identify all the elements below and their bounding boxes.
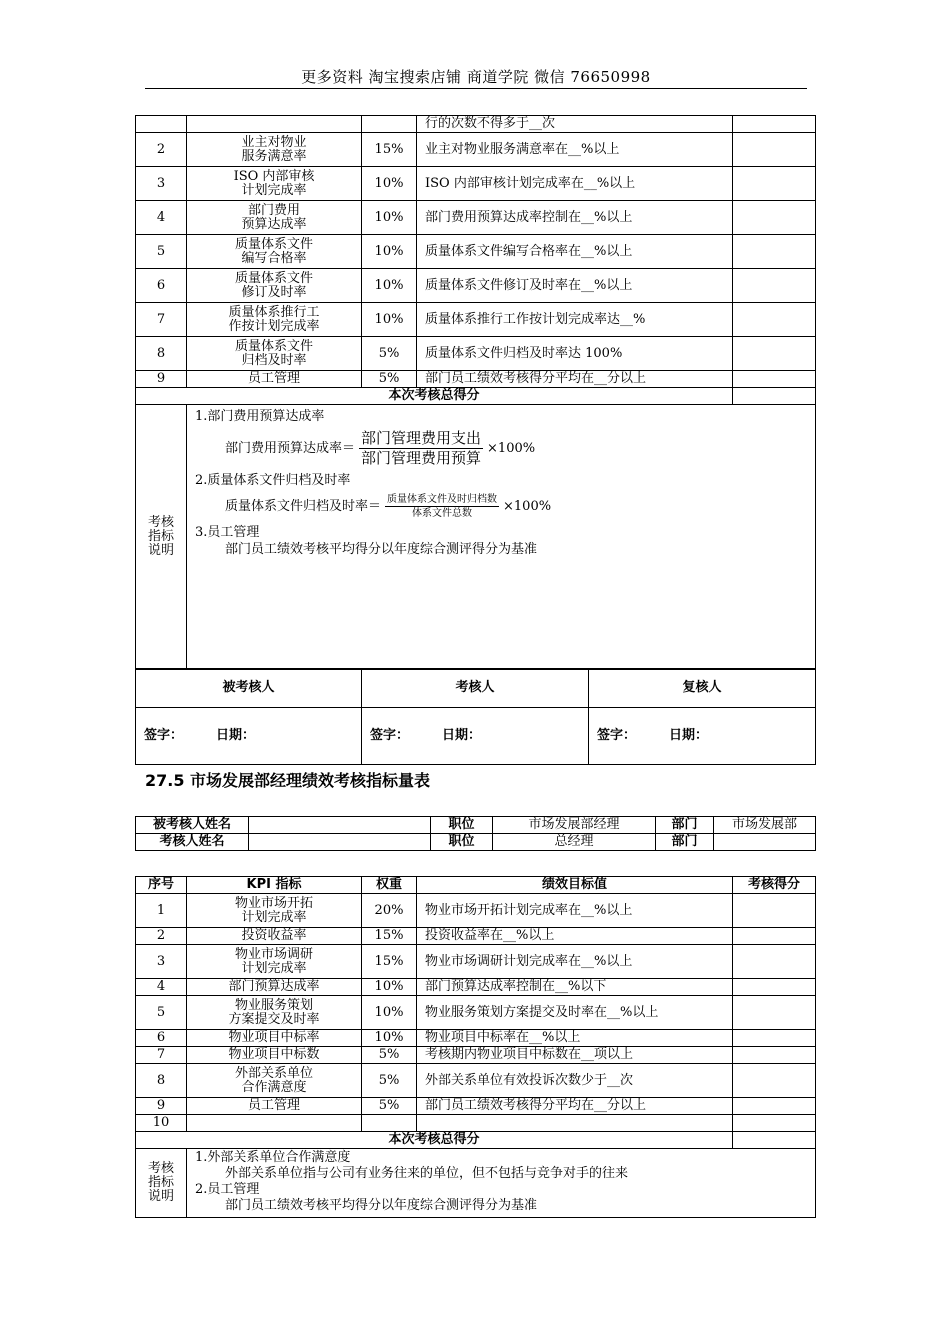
kpi-name: 部门预算达成率: [187, 979, 362, 996]
table-row: [136, 979, 816, 996]
total-score-label: 本次考核总得分: [136, 1132, 733, 1149]
date-label: 日期：: [669, 728, 709, 743]
kpi-name: 部门费用 预算达成率: [187, 201, 362, 235]
kpi-weight: 10%: [362, 996, 417, 1030]
kpi-target: 部门员工绩效考核得分平均在__分以上: [417, 1098, 733, 1115]
kpi-target: 质量体系文件归档及时率达 100%: [417, 337, 733, 371]
dept-label: 部门: [656, 834, 714, 851]
row-number: 5: [136, 235, 187, 269]
table-row: [136, 1115, 816, 1132]
sign-label: 签字：: [144, 728, 184, 743]
kpi-target: 投资收益率在__%以上: [417, 928, 733, 945]
table-row: [136, 303, 816, 337]
position-label: 职位: [431, 817, 493, 834]
kpi-weight: 5%: [362, 1064, 417, 1098]
table-row: [136, 996, 816, 1030]
sign-label: 签字：: [370, 728, 410, 743]
kpi-weight: 10%: [362, 167, 417, 201]
table-row: [136, 371, 816, 388]
formula2-fraction: [385, 493, 499, 520]
kpi-weight: 15%: [362, 945, 417, 979]
kpi-target: 部门预算达成率控制在__%以下: [417, 979, 733, 996]
description-label: 考核 指标 说明: [136, 405, 187, 670]
row-number: 8: [136, 337, 187, 371]
score-cell[interactable]: [733, 1115, 816, 1132]
table-row: [136, 235, 816, 269]
total-score-row: [136, 388, 816, 405]
header-score: 考核得分: [733, 877, 816, 894]
table-row: [136, 133, 816, 167]
desc-item1-title: 1.部门费用预算达成率: [195, 409, 325, 424]
info-table: [135, 816, 816, 851]
header-rule: [145, 88, 807, 89]
desc-item2-title: 2.质量体系文件归档及时率: [195, 473, 351, 488]
score-cell[interactable]: [733, 928, 816, 945]
kpi-target: 物业项目中标率在__%以上: [417, 1030, 733, 1047]
date-label: 日期：: [216, 728, 256, 743]
header-kpi: KPI 指标: [187, 877, 362, 894]
page-header: 更多资料 淘宝搜索店铺 商道学院 微信 76650998: [301, 68, 651, 86]
reviewer-signature-cell[interactable]: [589, 708, 816, 765]
score-cell[interactable]: [733, 371, 816, 388]
description-row: [136, 405, 816, 670]
total-score-cell[interactable]: [733, 1132, 816, 1149]
table-row: [136, 1030, 816, 1047]
score-cell[interactable]: [733, 1047, 816, 1064]
examiner-signature-cell[interactable]: [362, 708, 589, 765]
kpi-weight: [362, 1115, 417, 1132]
formula2-denominator: 体系文件总数: [412, 508, 473, 519]
kpi-name: 投资收益率: [187, 928, 362, 945]
row-number: 10: [136, 1115, 187, 1132]
kpi-name: 员工管理: [187, 1098, 362, 1115]
row-number: 6: [136, 1030, 187, 1047]
sign-label: 签字：: [597, 728, 637, 743]
examinee-name-value[interactable]: [249, 817, 431, 834]
row-number: 4: [136, 979, 187, 996]
examiner-name-label: 考核人姓名: [136, 834, 249, 851]
kpi-table-2: [135, 876, 816, 1218]
kpi-name: 质量体系文件 归档及时率: [187, 337, 362, 371]
kpi-weight: 15%: [362, 928, 417, 945]
kpi-name: ISO 内部审核 计划完成率: [187, 167, 362, 201]
kpi-name: 物业项目中标率: [187, 1030, 362, 1047]
table-row: [136, 1047, 816, 1064]
score-cell[interactable]: [733, 116, 816, 133]
section-title: 27.5 市场发展部经理绩效考核指标量表: [145, 771, 431, 790]
row-number: 6: [136, 269, 187, 303]
formula-2: [195, 493, 807, 520]
formula2-numerator: 质量体系文件及时归档数: [387, 494, 498, 505]
examiner-dept-value[interactable]: [714, 834, 816, 851]
kpi-weight: 5%: [362, 1098, 417, 1115]
score-cell[interactable]: [733, 167, 816, 201]
desc-line1: 1.外部关系单位合作满意度: [195, 1150, 351, 1165]
kpi-target: 物业市场开拓计划完成率在__%以上: [417, 894, 733, 928]
kpi-weight: 10%: [362, 303, 417, 337]
desc-item3-title: 3.员工管理: [195, 525, 260, 540]
kpi-name: 外部关系单位 合作满意度: [187, 1064, 362, 1098]
row-number: 5: [136, 996, 187, 1030]
table-row: [136, 945, 816, 979]
kpi-name: 业主对物业 服务满意率: [187, 133, 362, 167]
kpi-target: 质量体系推行工作按计划完成率达__%: [417, 303, 733, 337]
total-score-cell[interactable]: [733, 388, 816, 405]
table-row: [136, 894, 816, 928]
table-row: [136, 337, 816, 371]
kpi-target: 物业市场调研计划完成率在__%以上: [417, 945, 733, 979]
row-number: 9: [136, 371, 187, 388]
formula1-numerator: 部门管理费用支出: [361, 429, 482, 447]
header-target: 绩效目标值: [417, 877, 733, 894]
score-cell[interactable]: [733, 1064, 816, 1098]
kpi-target: 考核期内物业项目中标数在__项以上: [417, 1047, 733, 1064]
table-row: [136, 1098, 816, 1115]
kpi-weight: 10%: [362, 235, 417, 269]
description-label: 考核 指标 说明: [136, 1149, 187, 1218]
kpi-target: 业主对物业服务满意率在__%以上: [417, 133, 733, 167]
kpi-target: 质量体系文件修订及时率在__%以上: [417, 269, 733, 303]
kpi-name: [187, 1115, 362, 1132]
examinee-name-label: 被考核人姓名: [136, 817, 249, 834]
formula1-suffix: ×100%: [487, 441, 536, 456]
formula2-lhs: 质量体系文件归档及时率＝: [225, 499, 382, 514]
examinee-signature-cell[interactable]: [136, 708, 362, 765]
table-row: [136, 269, 816, 303]
total-score-label: 本次考核总得分: [136, 388, 733, 405]
row-number: 2: [136, 133, 187, 167]
kpi-weight: 15%: [362, 133, 417, 167]
examinee-header: 被考核人: [136, 669, 362, 708]
score-cell[interactable]: [733, 133, 816, 167]
row-number: 4: [136, 201, 187, 235]
reviewer-header: 复核人: [589, 669, 816, 708]
score-cell[interactable]: [733, 303, 816, 337]
kpi-name: 物业市场调研 计划完成率: [187, 945, 362, 979]
table-row: [136, 167, 816, 201]
row-number: [136, 116, 187, 133]
kpi-name: [187, 116, 362, 133]
score-cell[interactable]: [733, 235, 816, 269]
row-number: 3: [136, 945, 187, 979]
row-number: 7: [136, 1047, 187, 1064]
header-no: 序号: [136, 877, 187, 894]
desc-line4: 部门员工绩效考核平均得分以年度综合测评得分为基准: [225, 1198, 538, 1213]
kpi-name: 物业市场开拓 计划完成率: [187, 894, 362, 928]
desc-item3-text: 部门员工绩效考核平均得分以年度综合测评得分为基准: [225, 542, 538, 557]
table-row: [136, 1064, 816, 1098]
formula1-denominator: 部门管理费用预算: [361, 449, 482, 467]
kpi-table-1: [135, 115, 816, 670]
examinee-dept-value: 市场发展部: [714, 817, 816, 834]
row-number: 2: [136, 928, 187, 945]
score-cell[interactable]: [733, 996, 816, 1030]
date-label: 日期：: [442, 728, 482, 743]
kpi-name: 质量体系文件 修订及时率: [187, 269, 362, 303]
kpi-name: 员工管理: [187, 371, 362, 388]
formula-1: [195, 429, 807, 468]
score-cell[interactable]: [733, 1030, 816, 1047]
kpi-target: 物业服务策划方案提交及时率在__%以上: [417, 996, 733, 1030]
description-row: [136, 1149, 816, 1218]
table-row: [136, 116, 816, 133]
kpi-weight: [362, 116, 417, 133]
score-cell[interactable]: [733, 894, 816, 928]
score-cell[interactable]: [733, 1098, 816, 1115]
kpi-target: 部门员工绩效考核得分平均在__分以上: [417, 371, 733, 388]
kpi-weight: 5%: [362, 337, 417, 371]
score-cell[interactable]: [733, 269, 816, 303]
position-label: 职位: [431, 834, 493, 851]
formula1-fraction: [359, 429, 483, 468]
desc-line3: 2.员工管理: [195, 1182, 260, 1197]
kpi-weight: 10%: [362, 979, 417, 996]
score-cell[interactable]: [733, 945, 816, 979]
row-number: 7: [136, 303, 187, 337]
kpi-target: 外部关系单位有效投诉次数少于__次: [417, 1064, 733, 1098]
kpi-weight: 10%: [362, 269, 417, 303]
formula2-suffix: ×100%: [503, 499, 552, 514]
formula1-lhs: 部门费用预算达成率＝: [225, 441, 356, 456]
table2-header-row: [136, 877, 816, 894]
row-number: 1: [136, 894, 187, 928]
row-number: 8: [136, 1064, 187, 1098]
examiner-header: 考核人: [362, 669, 589, 708]
header-weight: 权重: [362, 877, 417, 894]
signature-table: [135, 668, 816, 765]
dept-label: 部门: [656, 817, 714, 834]
kpi-weight: 5%: [362, 371, 417, 388]
kpi-weight: 20%: [362, 894, 417, 928]
kpi-target: [417, 1115, 733, 1132]
description-content: [187, 1149, 816, 1218]
examiner-position-value: 总经理: [493, 834, 656, 851]
kpi-target: 行的次数不得多于__次: [417, 116, 733, 133]
score-cell[interactable]: [733, 979, 816, 996]
kpi-name: 物业项目中标数: [187, 1047, 362, 1064]
kpi-name: 质量体系文件 编写合格率: [187, 235, 362, 269]
kpi-target: 部门费用预算达成率控制在__%以上: [417, 201, 733, 235]
row-number: 9: [136, 1098, 187, 1115]
kpi-name: 物业服务策划 方案提交及时率: [187, 996, 362, 1030]
table-row: [136, 201, 816, 235]
kpi-weight: 5%: [362, 1047, 417, 1064]
examinee-position-value: 市场发展部经理: [493, 817, 656, 834]
examiner-name-value[interactable]: [249, 834, 431, 851]
description-content: [187, 405, 816, 670]
total-score-row: [136, 1132, 816, 1149]
desc-line2: 外部关系单位指与公司有业务往来的单位，但不包括与竞争对手的往来: [225, 1166, 629, 1181]
table-row: [136, 928, 816, 945]
score-cell[interactable]: [733, 337, 816, 371]
score-cell[interactable]: [733, 201, 816, 235]
kpi-name: 质量体系推行工 作按计划完成率: [187, 303, 362, 337]
kpi-target: ISO 内部审核计划完成率在__%以上: [417, 167, 733, 201]
row-number: 3: [136, 167, 187, 201]
kpi-weight: 10%: [362, 201, 417, 235]
kpi-weight: 10%: [362, 1030, 417, 1047]
kpi-target: 质量体系文件编写合格率在__%以上: [417, 235, 733, 269]
